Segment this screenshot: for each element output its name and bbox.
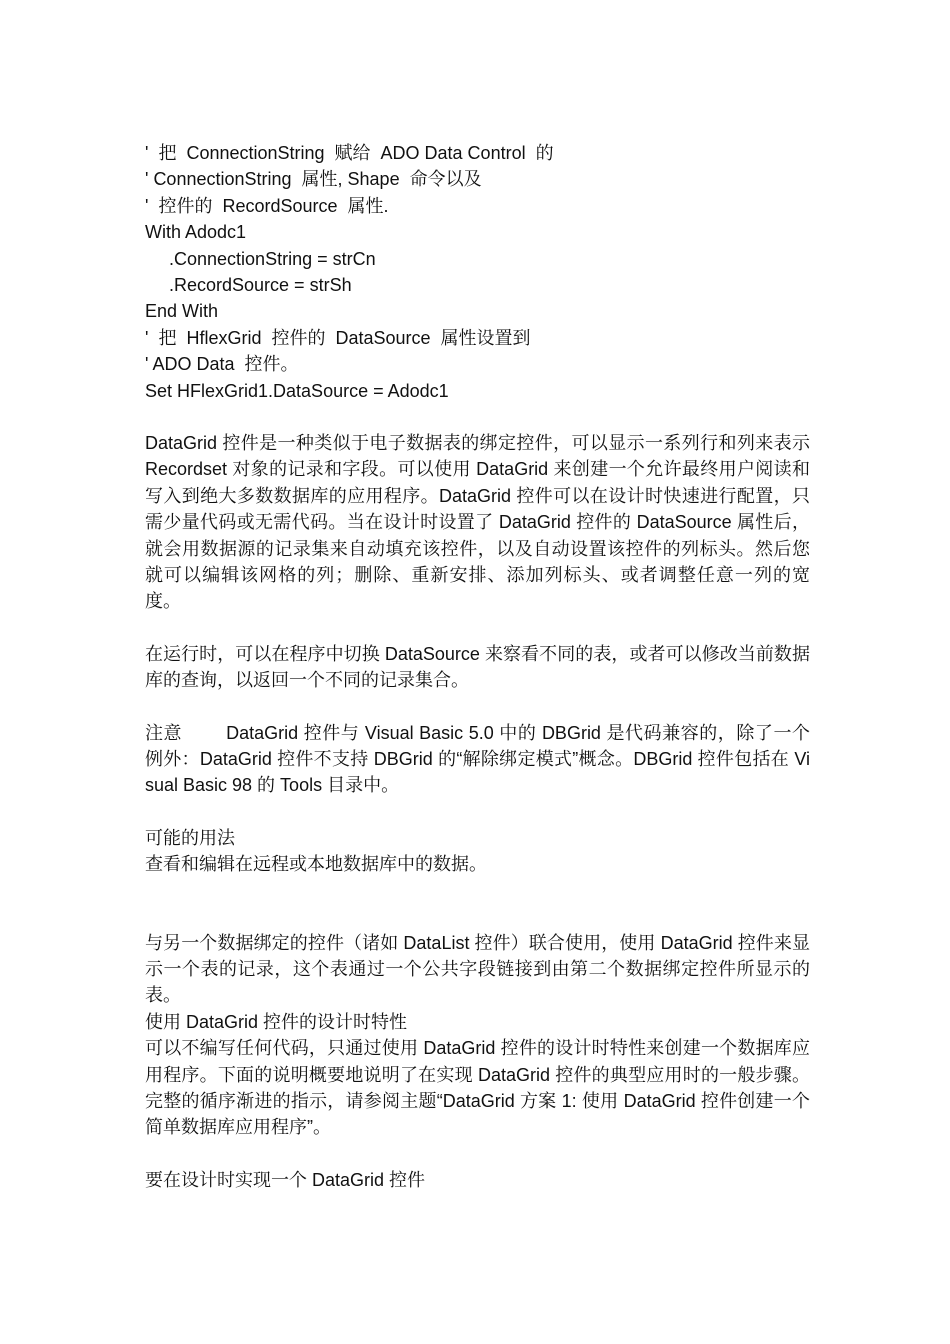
code-line: End With <box>145 301 219 322</box>
usage-heading: 可能的用法 <box>145 827 235 848</box>
usage-section <box>145 825 810 878</box>
note-paragraph <box>145 720 810 799</box>
design-heading: 使用 DataGrid 控件的设计时特性 <box>145 1011 408 1032</box>
note-label: 注意 <box>145 722 183 743</box>
intro-paragraph: DataGrid 控件是一种类似于电子数据表的绑定控件，可以显示一系列行和列来表示 Recordset 对象的记录和字段。可以使用 DataGrid 来创建一个允许最终用户阅读和写入到绝大多数数据库的应用程序。DataGrid 控件可以在设计时快速进行配置，只需少量代码或无需代码。当在设计时设置了 DataGrid 控件的 DataSource 属性后，就会用数据源的记录集来自动填充该控件，以及自动设置该控件的列标头。然后您就可以编辑该网格的列；删除、重新安排、添加列标头、或者调整任意一列的宽度。 <box>145 432 810 612</box>
document-body <box>145 140 810 1193</box>
usage-line: 查看和编辑在远程或本地数据库中的数据。 <box>145 854 487 875</box>
runtime-paragraph: 在运行时，可以在程序中切换 DataSource 来察看不同的表，或者可以修改当前数据库的查询，以返回一个不同的记录集合。 <box>145 643 810 691</box>
code-line: With Adodc1 <box>145 222 247 243</box>
code-line: .ConnectionString = strCn <box>169 248 376 269</box>
code-line: Set HFlexGrid1.DataSource = Adodc1 <box>145 380 449 401</box>
code-block <box>145 140 810 404</box>
code-comment-line: ' 把 HflexGrid 控件的 DataSource 属性设置到 <box>145 327 531 348</box>
code-line: .RecordSource = strSh <box>169 274 352 295</box>
code-comment-line: ' ADO Data 控件。 <box>145 354 299 375</box>
code-comment-line: ' ConnectionString 属性, Shape 命令以及 <box>145 169 482 190</box>
code-comment-line: ' 把 ConnectionString 赋给 ADO Data Control 的 <box>145 143 554 163</box>
design-paragraph: 可以不编写任何代码，只通过使用 DataGrid 控件的设计时特性来创建一个数据库应用程序。下面的说明概要地说明了在实现 DataGrid 控件的典型应用时的一般步骤。完整的循序渐进的指示，请参阅主题“DataGrid 方案 1: 使用 DataGrid 控件创建一个简单数据库应用程序”。 <box>145 1038 810 1138</box>
code-comment-line: ' 控件的 RecordSource 属性. <box>145 195 389 216</box>
note-text: DataGrid 控件与 Visual Basic 5.0 中的 DBGrid 是代码兼容的，除了一个例外：DataGrid 控件不支持 DBGrid 的“解除绑定模式”概念。DBGrid 控件包括在 Visual Basic 98 的 Tools 目录中。 <box>145 722 811 796</box>
combined-use-paragraph: 与另一个数据绑定的控件（诸如 DataList 控件）联合使用，使用 DataGrid 控件来显示一个表的记录，这个表通过一个公共字段链接到由第二个数据绑定控件所显示的表。 <box>145 932 810 1006</box>
final-heading: 要在设计时实现一个 DataGrid 控件 <box>145 1169 426 1190</box>
